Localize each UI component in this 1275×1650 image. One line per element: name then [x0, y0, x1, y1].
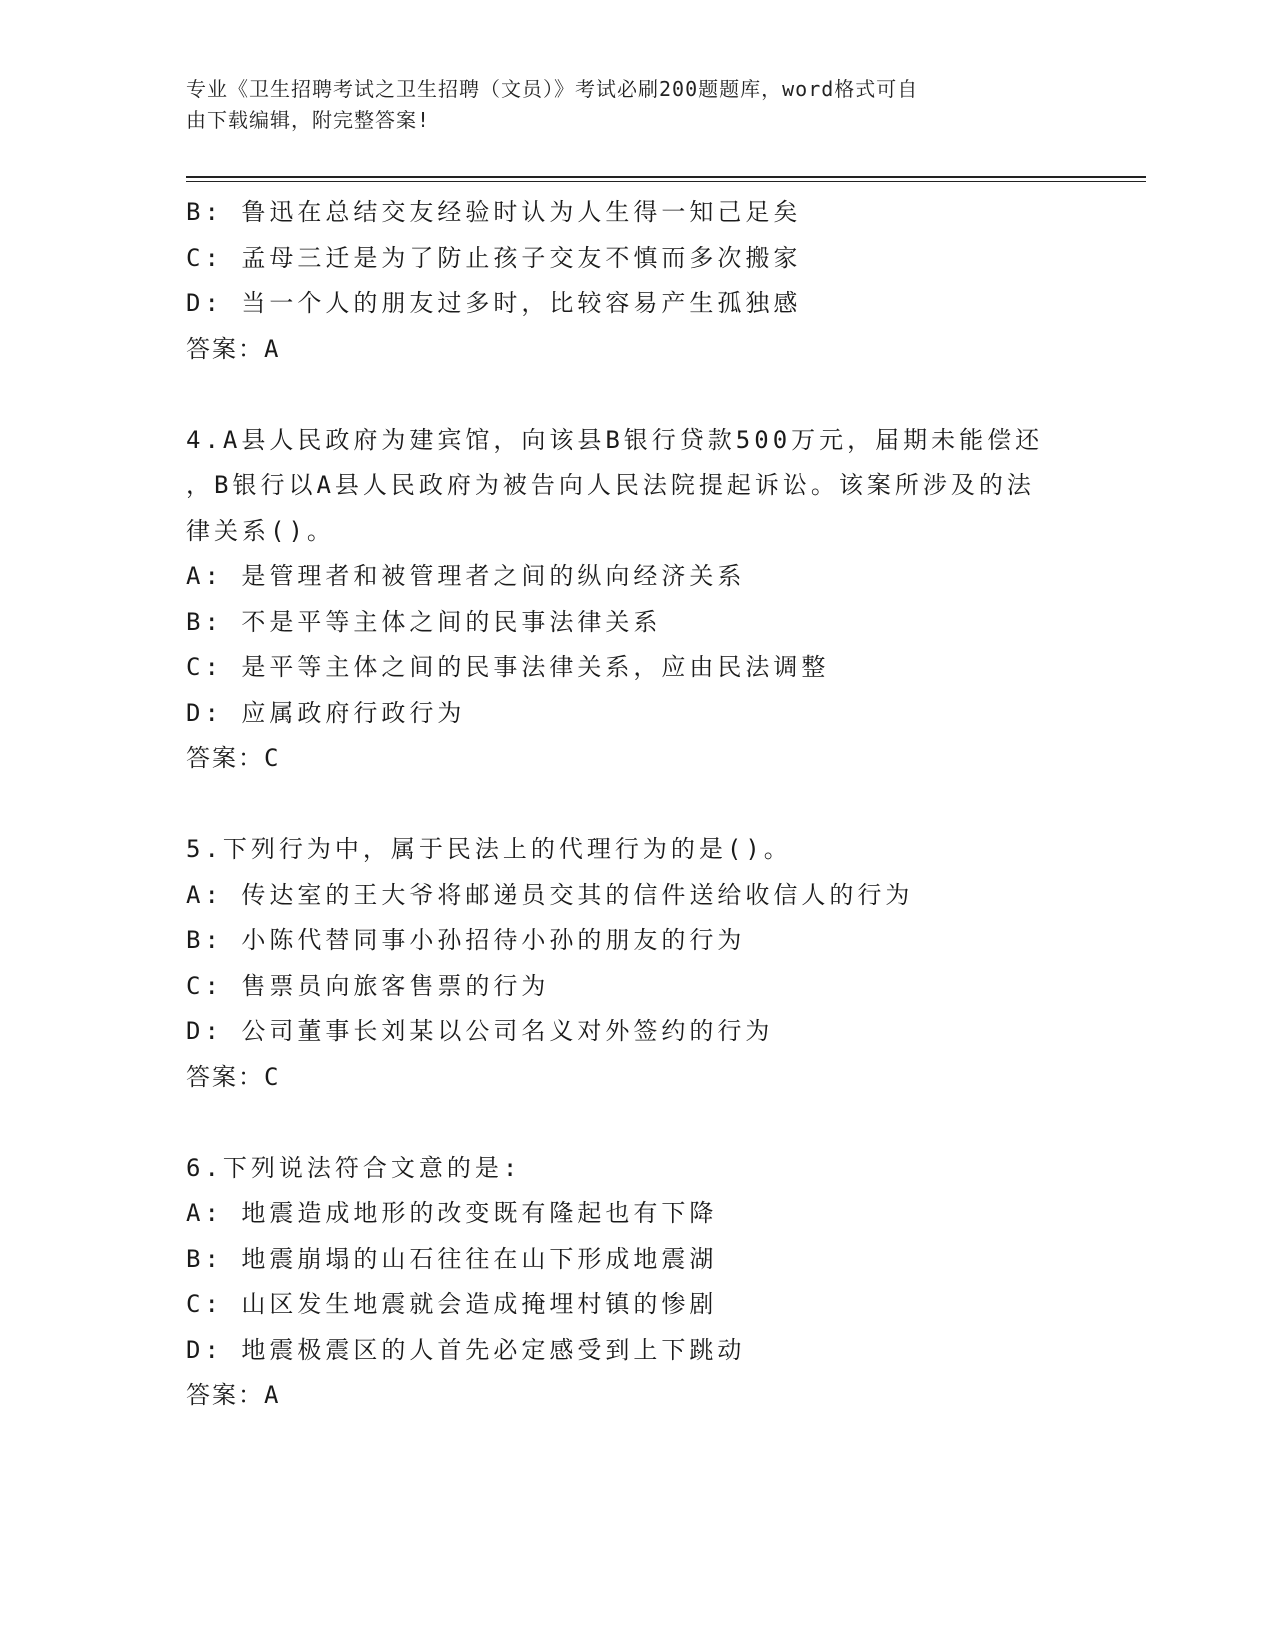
answer: 答案：A — [186, 334, 281, 363]
option-b: B: 鲁迅在总结交友经验时认为人生得一知己足矣 — [186, 198, 802, 226]
answer: 答案：C — [186, 744, 281, 772]
option-a: A: 地震造成地形的改变既有隆起也有下降 — [186, 1199, 718, 1227]
option-b: B: 小陈代替同事小孙招待小孙的朋友的行为 — [186, 926, 746, 954]
header-line-1: 专业《卫生招聘考试之卫生招聘（文员）》考试必刷200题题库，word格式可自 — [186, 77, 919, 101]
answer: 答案：C — [186, 1062, 281, 1091]
option-c: C: 售票员向旅客售票的行为 — [186, 971, 550, 1000]
question-stem: 4.A县人民政府为建宾馆，向该县B银行贷款500万元，届期未能偿还 — [186, 425, 1044, 454]
option-d: D: 应属政府行政行为 — [186, 698, 466, 727]
question-4 — [186, 418, 1086, 782]
question-stem: 5.下列行为中，属于民法上的代理行为的是()。 — [186, 835, 792, 863]
option-d: D: 公司董事长刘某以公司名义对外签约的行为 — [186, 1017, 774, 1045]
document-header — [186, 74, 1086, 136]
option-b: B: 地震崩塌的山石往往在山下形成地震湖 — [186, 1244, 718, 1273]
header-rule-thin — [186, 181, 1146, 182]
question-stem: 6.下列说法符合文意的是: — [186, 1153, 522, 1182]
option-d: D: 地震极震区的人首先必定感受到上下跳动 — [186, 1335, 746, 1364]
spacer — [186, 372, 1086, 418]
question-5 — [186, 827, 1086, 1100]
header-line-2: 由下载编辑，附完整答案! — [186, 108, 431, 132]
question-stem: ，B银行以A县人民政府为被告向人民法院提起诉讼。该案所涉及的法 — [186, 471, 1035, 499]
question-list — [186, 190, 1086, 1419]
answer: 答案：A — [186, 1381, 281, 1409]
question-3 — [186, 190, 1086, 372]
option-c: C: 孟母三迁是为了防止孩子交友不慎而多次搬家 — [186, 243, 802, 272]
option-c: C: 山区发生地震就会造成掩埋村镇的惨剧 — [186, 1290, 718, 1318]
option-a: A: 是管理者和被管理者之间的纵向经济关系 — [186, 562, 746, 590]
spacer — [186, 782, 1086, 828]
question-stem: 律关系()。 — [186, 516, 335, 545]
question-6 — [186, 1146, 1086, 1419]
header-rule-thick — [186, 176, 1146, 178]
spacer — [186, 1100, 1086, 1146]
option-d: D: 当一个人的朋友过多时，比较容易产生孤独感 — [186, 289, 802, 317]
option-a: A: 传达室的王大爷将邮递员交其的信件送给收信人的行为 — [186, 880, 914, 909]
option-c: C: 是平等主体之间的民事法律关系，应由民法调整 — [186, 653, 830, 681]
option-b: B: 不是平等主体之间的民事法律关系 — [186, 607, 662, 636]
